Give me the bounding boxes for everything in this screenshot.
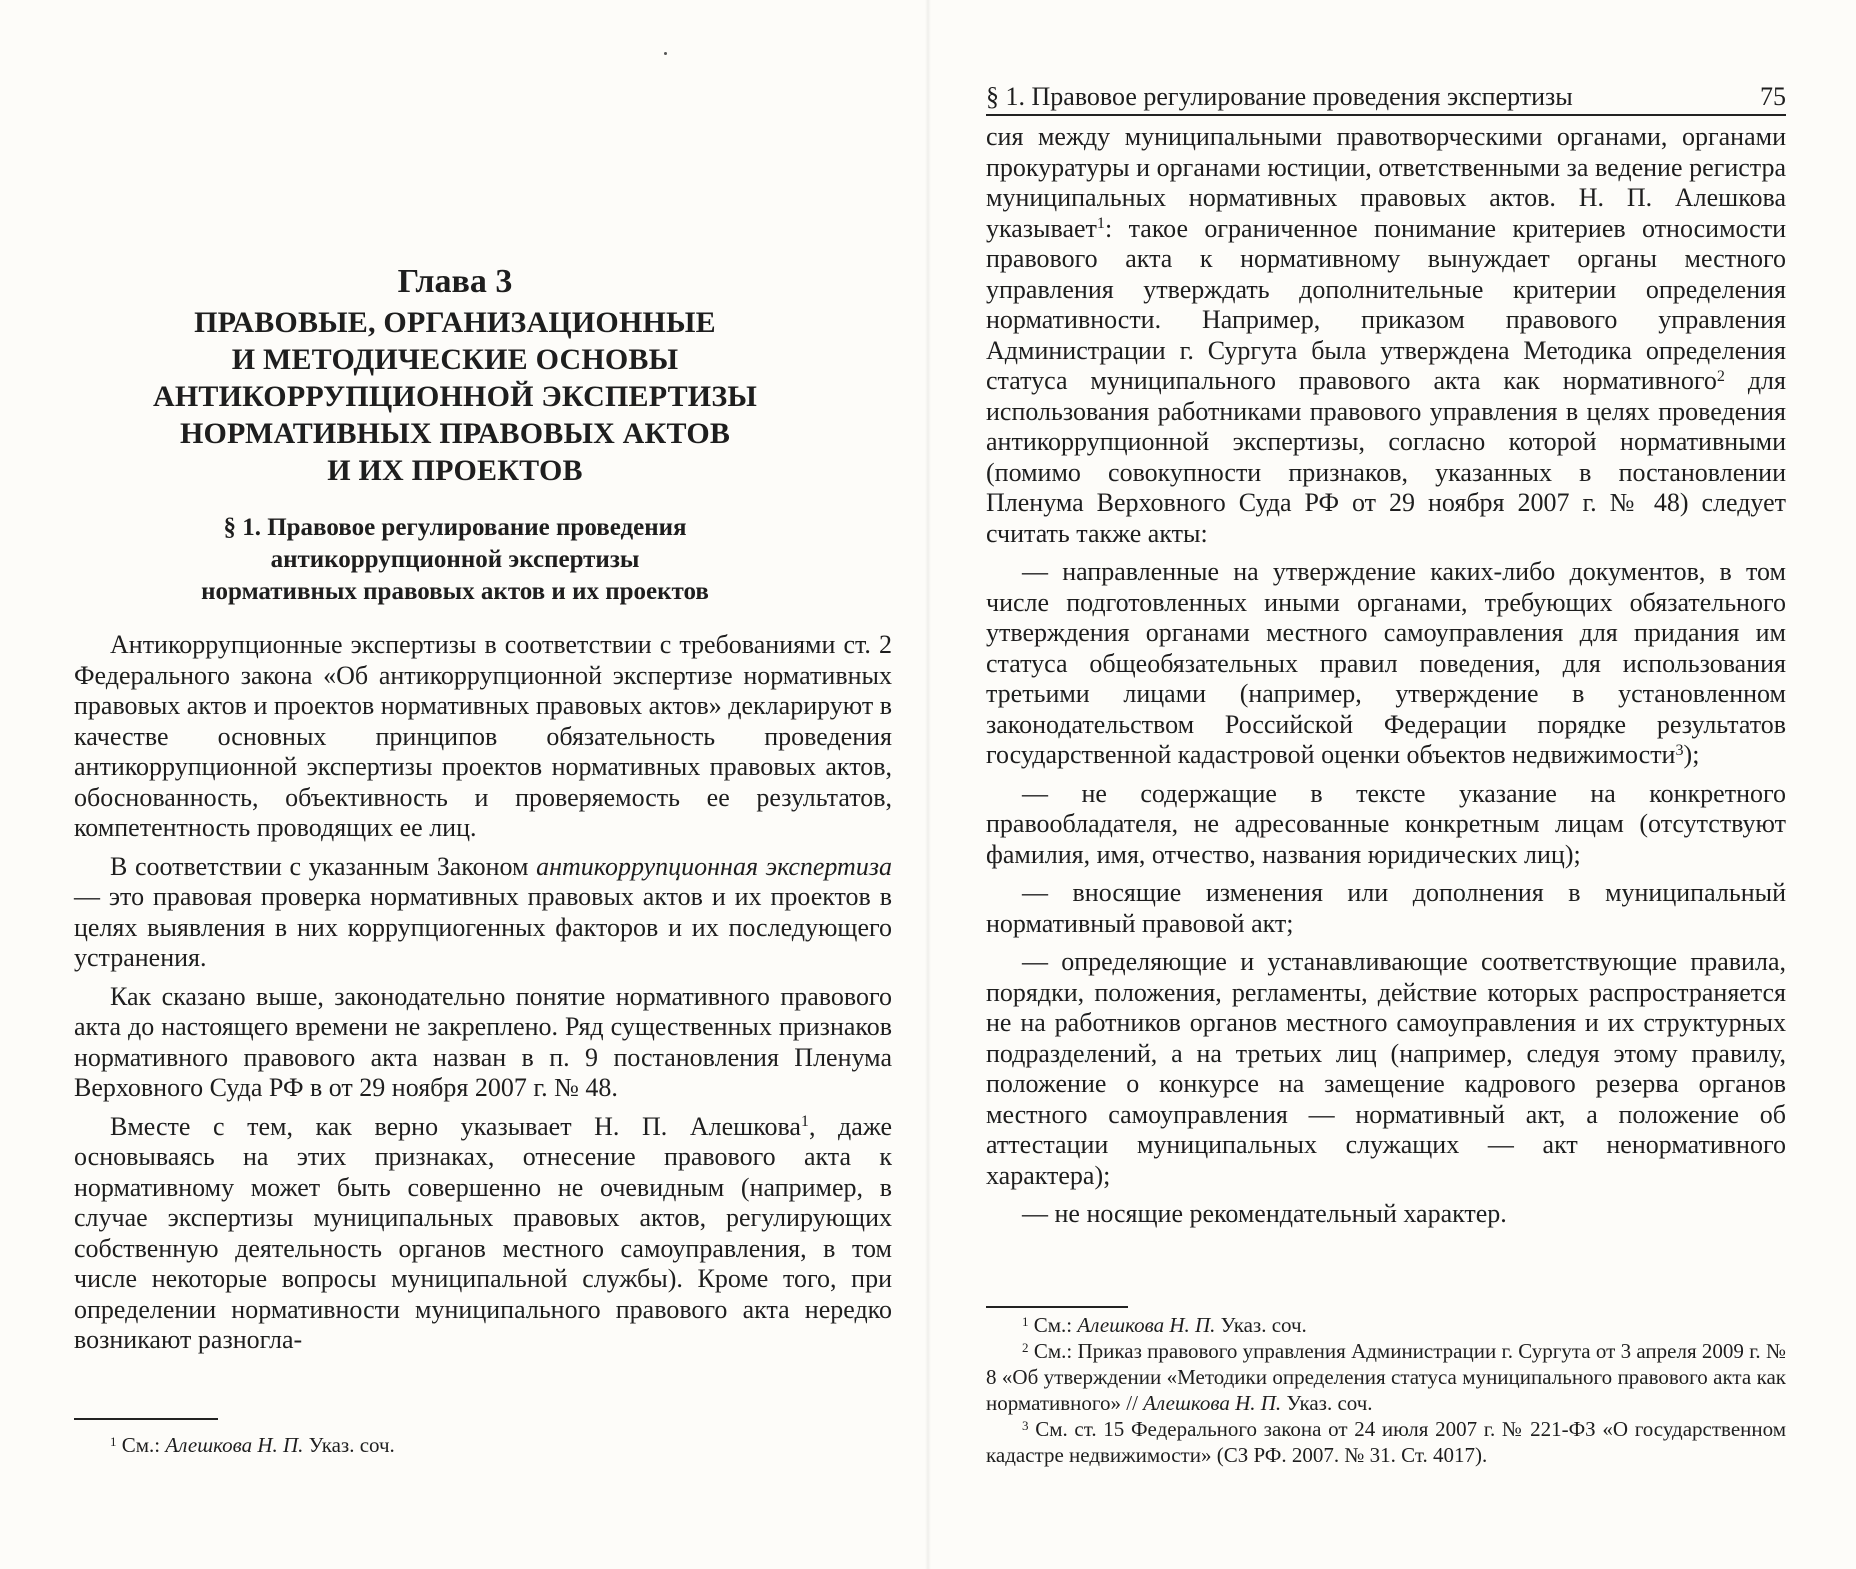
footnote-divider [74,1418,218,1420]
footnote-text: См.: [121,1433,166,1457]
chapter-title-line: АНТИКОРРУПЦИОННОЙ ЭКСПЕРТИЗЫ [152,380,758,413]
footnote-text: Указ. соч. [1215,1313,1307,1337]
section-title-line: антикоррупционной экспертизы [270,546,640,573]
chapter-title-line: И МЕТОДИЧЕСКИЕ ОСНОВЫ [231,343,679,376]
list-item-text: ); [1683,740,1700,769]
section-heading [120,512,790,608]
chapter-heading [120,262,790,489]
footnote-text: См. ст. 15 Федерального закона от 24 июля 2007 г. № 221-ФЗ «О государственном кадастре недвижимости» (СЗ РФ. 2007. № 31. Ст. 4017). [986,1417,1787,1467]
section-title-line: § 1. Правовое регулирование проведения [223,514,687,541]
footnote-ref[interactable]: 1 [1096,215,1105,233]
list-item: — не содержащие в тексте указание на конкретного правообладателя, не адресованные конкретным лицам (отсутствуют фамилия, имя, отчество, названия юридических лиц); [986,778,1786,869]
footnote-text: См.: [1033,1313,1078,1337]
footnote-author: Алешкова Н. П. [1077,1313,1216,1337]
paragraph [74,1112,892,1356]
footnote [986,1312,1786,1338]
running-header [986,82,1786,112]
footnote-ref[interactable]: 3 [1675,741,1684,759]
left-page-body [74,630,892,1364]
list-item-text: — направленные на утверждение каких-либо документов, в том числе подготовленных иными органами, требующих обязательного утверждения органами местного самоуправления для придания им статуса общеобязательных правил поведения, для использования третьими лицами (например, утверждение в установленном законодательством Российской Федерации порядке результатов государственной кадастровой оценки объектов недвижимости [986,557,1786,769]
right-page-body [986,122,1786,1238]
running-header-title: § 1. Правовое регулирование проведения экспертизы [986,82,1573,111]
paragraph-text: Вместе с тем, как верно указывает Н. П. Алешкова [110,1111,801,1141]
footnote [110,1432,395,1458]
footnote-text: См.: Приказ правового управления Администрации г. Сургута от 3 апреля 2009 г. № 8 «Об утверждении «Методики определения статуса муниципального правового акта как нормативного» // [986,1339,1787,1415]
paragraph: Как сказано выше, законодательно понятие нормативного правового акта до настоящего времени не закреплено. Ряд существенных признаков нормативного правового акта назван в п. 9 постановления Пленума Верховного Суда РФ в от 29 ноября 2007 г. № 48. [74,981,892,1102]
footnote-mark: 3 [1022,1417,1029,1433]
paragraph [986,122,1786,549]
header-rule [986,114,1786,116]
footnote-mark: 2 [1022,1339,1029,1355]
footnote-text: Указ. соч. [303,1433,395,1457]
list-item: — не носящие рекомендательный характер. [1022,1199,1507,1228]
chapter-title-line: И ИХ ПРОЕКТОВ [327,454,583,487]
footnote-author: Алешкова Н. П. [1143,1391,1282,1415]
footnote-author: Алешкова Н. П. [165,1433,304,1457]
paragraph-text: : такое ограниченное понимание критериев относимости правового акта к нормативному вынуждает органы местного управления утверждать дополнительные критерии определения нормативности. Например, приказом правового управления Администрации г. Сургута была утверждена Методика определения статуса муниципального правового акта как нормативного [986,213,1786,395]
paragraph-text: для использования работниками правового управления в целях проведения антикоррупционной экспертизы, согласно которой нормативными (помимо совокупности признаков, указанных в постановлении Пленума Верховного Суда РФ от 29 ноября 2007 г. № 48) следует считать также акты: [986,366,1786,548]
footnote-ref[interactable]: 2 [1716,367,1725,385]
defined-term: антикоррупционная экспертиза [536,851,892,881]
footnotes [986,1312,1786,1468]
list-item: — вносящие изменения или дополнения в муниципальный нормативный правовой акт; [986,878,1786,938]
section-title-line: нормативных правовых актов и их проектов [201,578,709,605]
chapter-number: Глава 3 [397,263,513,300]
paragraph-text: сия между муниципальными правотворческими органами, органами прокуратуры и органами юстиции, ответственными за ведение регистра муниципальных нормативных правовых актов. Н. П. Алешкова указывает [986,122,1786,243]
footnote-mark: 1 [110,1433,117,1449]
paragraph: Антикоррупционные экспертизы в соответствии с требованиями ст. 2 Федерального закона «Об антикоррупционной экспертизе нормативных правовых актов и проектов нормативных правовых актов» декларируют в качестве основных принципов обязательность проведения антикоррупционной экспертизы проектов нормативных правовых актов, обоснованность, объективность и проверяемость ее результатов, компетентность проводящих ее лиц. [74,630,892,842]
footnote [986,1416,1786,1468]
paragraph-text: В соответствии с указанным Законом [110,851,537,881]
chapter-title-line: ПРАВОВЫЕ, ОРГАНИЗАЦИОННЫЕ [194,306,716,339]
footnote-ref[interactable]: 1 [800,1113,809,1131]
list-item [986,557,1786,771]
footnote-divider [986,1306,1128,1308]
footnote [986,1338,1786,1416]
footnote-text: Указ. соч. [1281,1391,1373,1415]
list-item: — определяющие и устанавливающие соответствующие правила, порядки, положения, регламенты, действие которых распространяется не на работников органов местного самоуправления и их структурных подразделений, а на третьих лиц (например, следуя этому правилу, положение о конкурсе на замещение кадрового резерва органов местного самоуправления — нормативный акт, а положение об аттестации муниципальных служащих — акт ненормативного характера); [986,947,1786,1190]
paragraph [74,852,892,974]
paragraph-text: , даже основываясь на этих признаках, отнесение правового акта к нормативному может быть совершенно не очевидным (например, в случае экспертизы муниципальных правовых актов, регулирующих собственную деятельность органов местного самоуправления, в том числе некоторые вопросы муниципальной службы). Кроме того, при определении нормативности муниципального правового акта нередко возникают разногла- [74,1111,892,1354]
paragraph-text: — это правовая проверка нормативных правовых актов и их проектов в целях выявления в них коррупциогенных факторов и их последующего устранения. [74,882,892,972]
chapter-title-line: НОРМАТИВНЫХ ПРАВОВЫХ АКТОВ [179,417,731,450]
page-number: 75 [1760,82,1786,111]
footnote-mark: 1 [1022,1313,1029,1329]
